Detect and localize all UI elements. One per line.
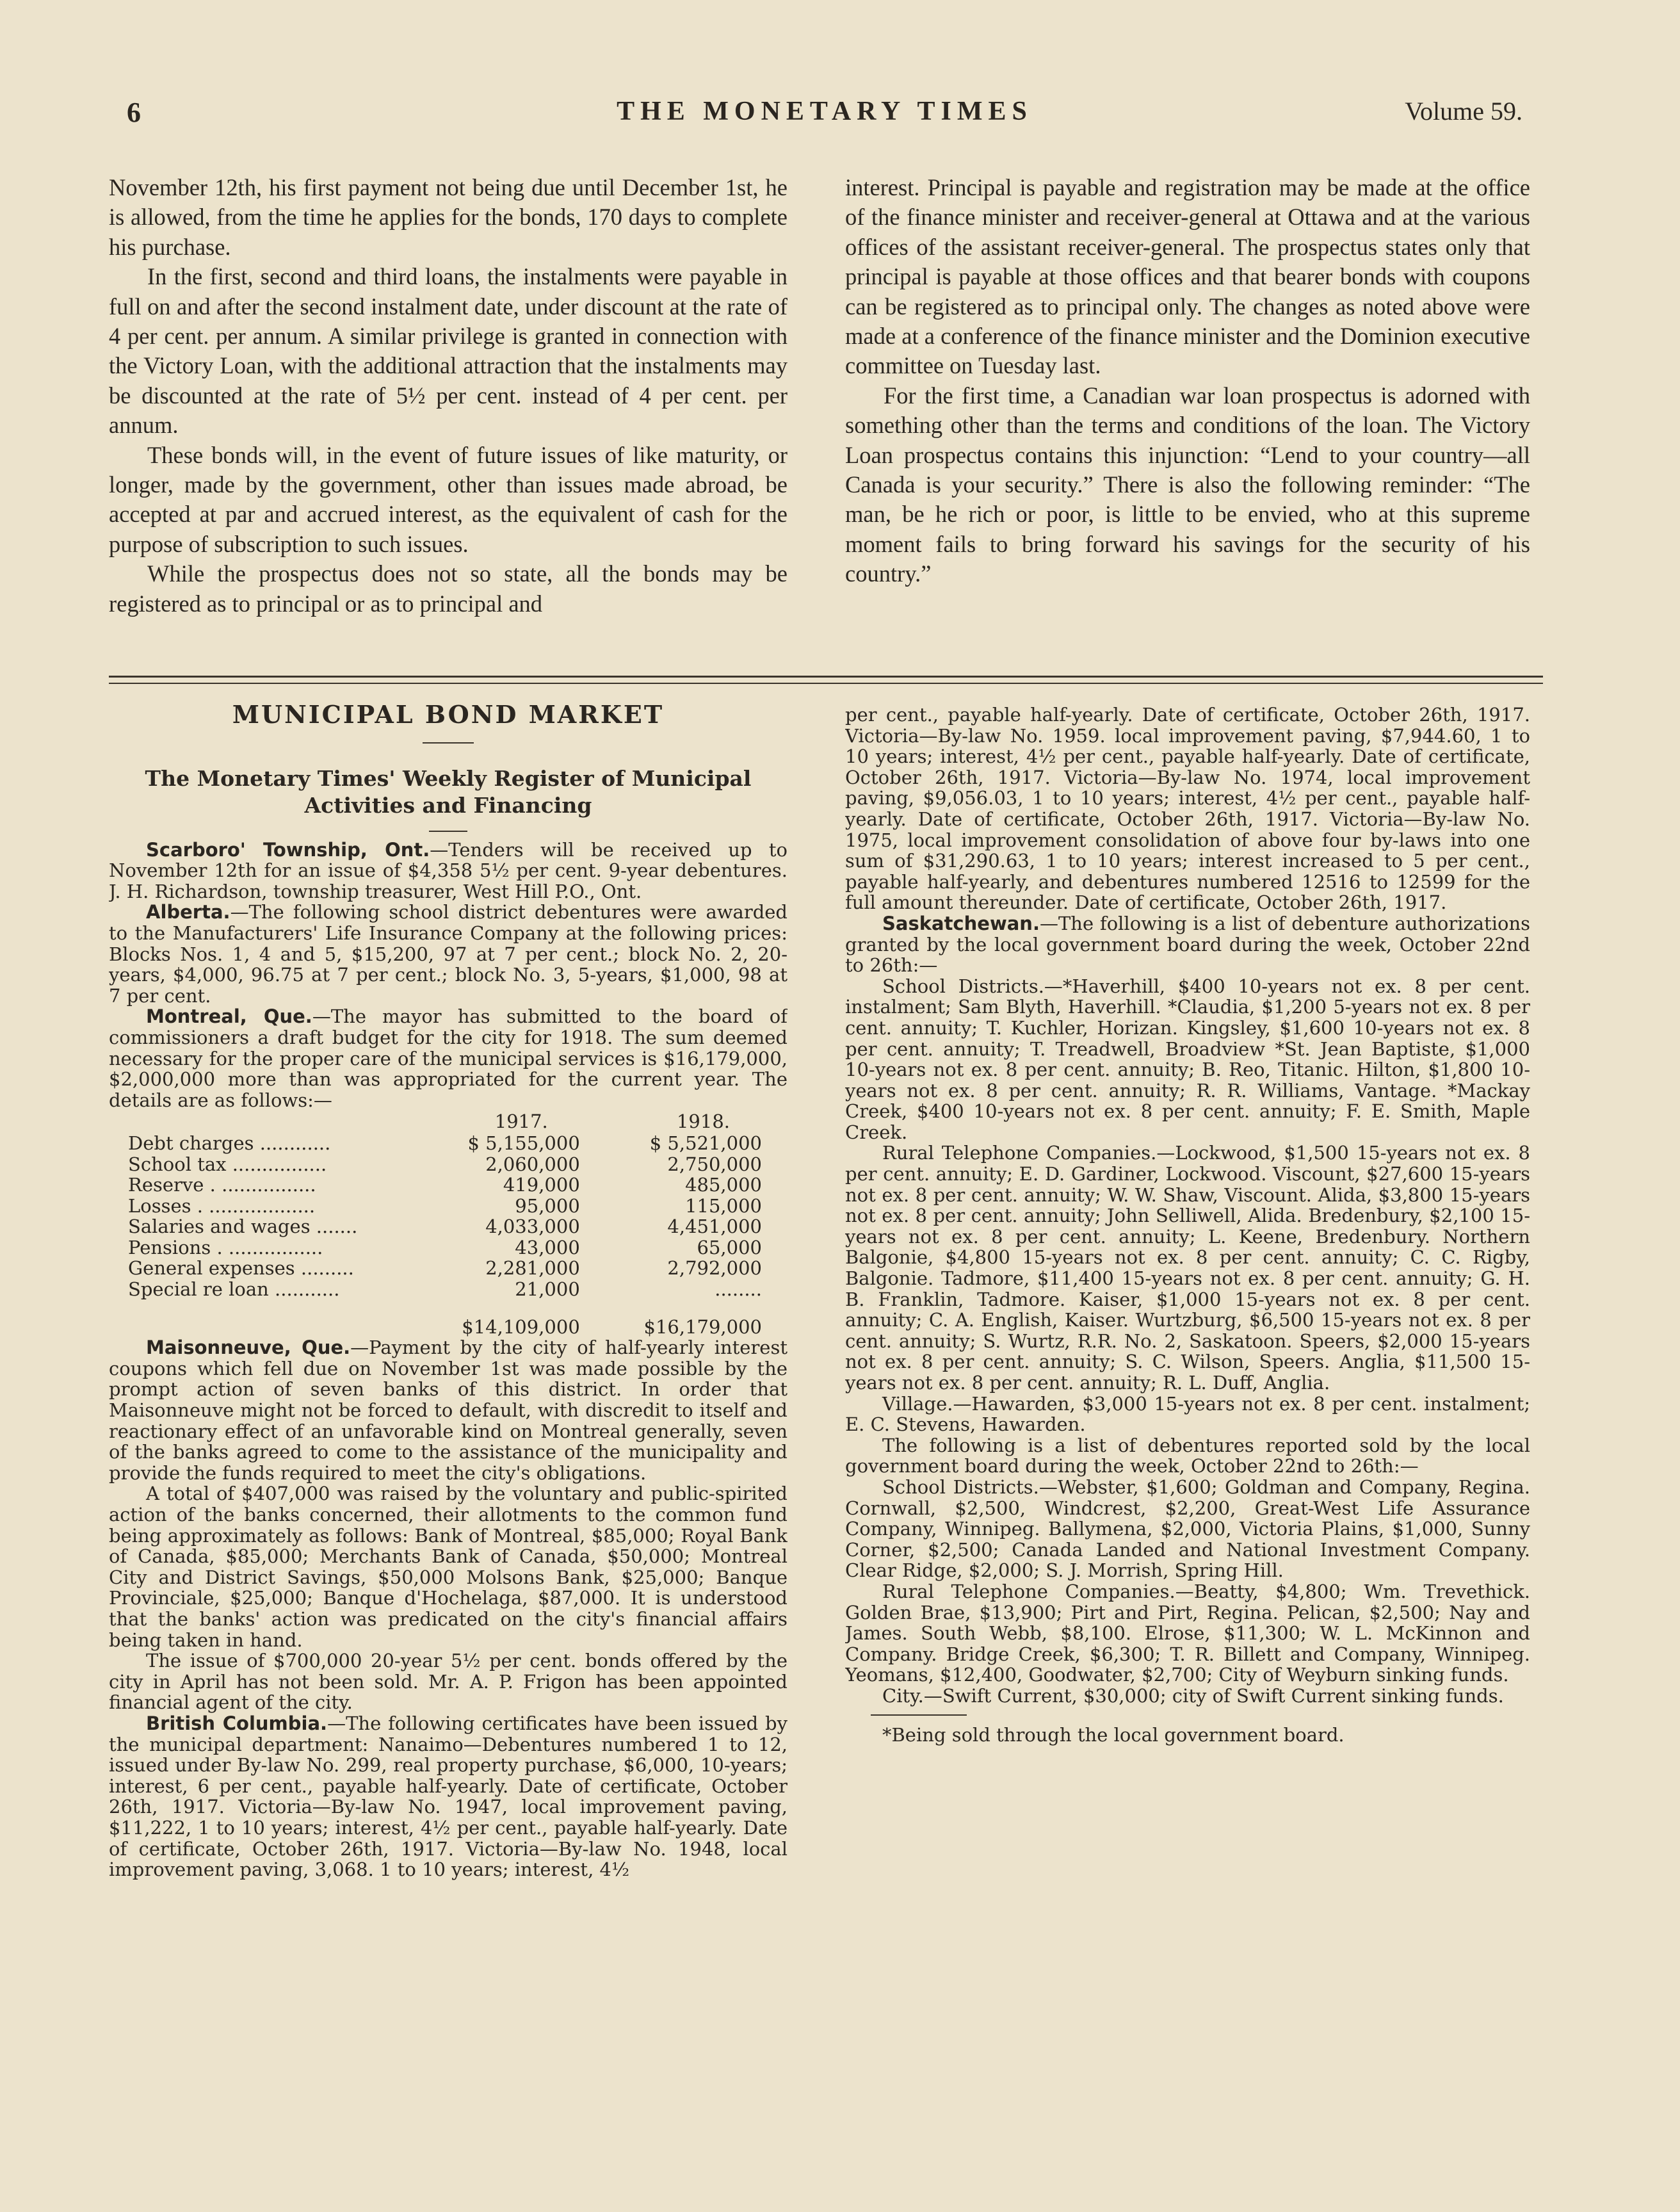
page-number: 6 <box>127 97 141 128</box>
paragraph: In the first, second and third loans, the instalments were payable in full on and after the second instalment date, under discount at the rate of 4 per cent. per annum. A similar privilege is granted in connection with the Victory Loan, with the additional attraction that the instalments may be discounted at the rate of 5½ per cent. instead of 4 per cent. per annum. <box>109 263 788 439</box>
budget-label: Special re loan ........... <box>128 1278 340 1301</box>
budget-label: School tax ................ <box>128 1153 327 1175</box>
top-right-column <box>845 173 1530 672</box>
bottom-left-column <box>109 704 788 2075</box>
paragraph: The following is a list of debentures reported sold by the local government board during the week, October 22nd to 26th:— <box>845 1434 1530 1477</box>
paragraph: While the prospectus does not so state, all the bonds may be registered as to principal or as to principal and <box>109 560 788 617</box>
budget-value-1917: 95,000 <box>515 1194 580 1217</box>
budget-value-1918: 485,000 <box>685 1174 762 1196</box>
section-divider <box>109 683 1543 684</box>
bottom-right-column <box>845 704 1530 2101</box>
budget-row <box>109 1216 788 1237</box>
item-maisonneuve <box>109 1337 788 1483</box>
paragraph: November 12th, his first payment not being due until December 1st, he is allowed, from the time he applies for the bonds, 170 days to complete his purchase. <box>109 174 788 260</box>
top-left-column <box>109 173 788 672</box>
budget-label: Losses . .................. <box>128 1194 316 1217</box>
paragraph: These bonds will, in the event of future issues of like maturity, or longer, made by the government, other than issues made abroad, be accepted at par and accrued interest, as the equivalent of cash for the purpose of subscription to such issues. <box>109 441 788 557</box>
budget-table <box>109 1110 788 1337</box>
footnote-rule <box>871 1714 967 1716</box>
budget-label: Salaries and wages ....... <box>128 1216 358 1238</box>
budget-row <box>109 1133 788 1154</box>
place-heading: British Columbia. <box>146 1712 328 1734</box>
budget-row <box>109 1279 788 1300</box>
place-heading: Saskatchewan. <box>882 912 1040 934</box>
item-scarboro <box>109 840 788 902</box>
paragraph: A total of $407,000 was raised by the voluntary and public-spirited action of the banks concerned, their allotments to the common fund being approximately as follows: Bank of Montreal, $85,000; Royal Bank of Canada, $85,000; Merchants Bank of Canada, $50,000; Montreal City and District Savings, $50,000 Molsons Bank, $25,000; Banque Provinciale, $25,000; Banque d'Hochelaga, $87,000. It is understood that the banks' action was predicated on the city's financial affairs being taken in hand. <box>109 1483 788 1651</box>
budget-value-1918: 2,792,000 <box>667 1257 762 1280</box>
budget-value-1917: 2,060,000 <box>485 1153 580 1175</box>
item-text: —The mayor has submitted to the board of commissioners a draft budget for the city for 1918. The sum deemed necessary for the proper care of the municipal services is $16,179,000, $2,000,000 more than was appropriated for the current year. The details are as follows:— <box>109 1005 788 1111</box>
item-text: —The following school district debentures were awarded to the Manufacturers' Life Insurance Company at the following prices: Blocks Nos. 1, 4 and 5, $15,200, 97 at 7 per cent.; block No. 2, 20-years, $4,000, 96.75 at 7 per cent.; block No. 3, 5-years, $1,000, 98 at 7 per cent. <box>109 901 788 1007</box>
budget-value-1917: 43,000 <box>515 1236 580 1258</box>
budget-label: Reserve . ................ <box>128 1174 316 1196</box>
section-subtitle: The Monetary Times' Weekly Register of Municipal Activities and Financing <box>145 765 752 818</box>
budget-value-1918: $ 5,521,000 <box>649 1132 762 1154</box>
budget-label: General expenses ......... <box>128 1257 354 1280</box>
budget-value-1917: 4,033,000 <box>485 1216 580 1238</box>
budget-label: Pensions . ................ <box>128 1236 323 1258</box>
place-heading: Maisonneuve, Que. <box>146 1337 351 1359</box>
item-text: —Tenders will be received up to November 12th for an issue of $4,358 5½ per cent. 9-year debentures. J. H. Richardson, township treasurer, West Hill P.O., Ont. <box>109 838 788 902</box>
paragraph: per cent., payable half-yearly. Date of certificate, October 26th, 1917. Victoria—By-law No. 1959. local improvement paving, $7,944.60, 1 to 10 years; interest, 4½ per cent., payable half-yearly. Date of certificate, October 26th, 1917. Victoria—By-law No. 1974, local improvement paving, $9,056.03, 1 to 10 years; interest, 4½ per cent., payable half-yearly. Date of certificate, October 26th, 1917. Victoria—By-law No. 1975, local improvement consolidation of above four by-laws into one sum of $31,290.63, 1 to 10 years; interest increased to 5 per cent., payable half-yearly, and debentures numbered 12516 to 12599 for the full amount thereunder. Date of certificate, October 26th, 1917. <box>845 704 1530 914</box>
budget-total-row <box>109 1300 788 1338</box>
footnote: *Being sold through the local government board. <box>882 1723 1345 1746</box>
budget-row <box>109 1154 788 1175</box>
item-british-columbia <box>109 1713 788 1880</box>
volume-label: Volume 59. <box>1405 97 1522 126</box>
paragraph: City.—Swift Current, $30,000; city of Swift Current sinking funds. <box>882 1684 1504 1707</box>
budget-value-1918: 4,451,000 <box>667 1216 762 1238</box>
item-saskatchewan <box>845 913 1530 976</box>
item-text: —The following certificates have been issued by the municipal department: Nanaimo—Debentures numbered 1 to 12, issued under By-law No. 299, real property purchase, $6,000, 10-years; interest, 6 per cent., payable half-yearly. Date of certificate, October 26th, 1917. Victoria—By-law No. 1947, local improvement paving, $11,222, 1 to 10 years; interest, 4½ per cent., payable half-yearly. Date of certificate, October 26th, 1917. Victoria—By-law No. 1948, local improvement paving, 3,068. 1 to 10 years; interest, 4½ <box>109 1712 788 1881</box>
section-title: MUNICIPAL BOND MARKET <box>232 704 665 729</box>
page-header <box>127 96 1522 141</box>
budget-col-1917: 1917. <box>494 1110 548 1133</box>
budget-total-1917: $14,109,000 <box>462 1315 580 1338</box>
budget-value-1917: 2,281,000 <box>485 1257 580 1280</box>
budget-value-1918: 2,750,000 <box>667 1153 762 1175</box>
place-heading: Montreal, Que. <box>146 1005 312 1028</box>
paragraph: The issue of $700,000 20-year 5½ per cent. bonds offered by the city in April has not been sold. Mr. A. P. Frigon has been appointed financial agent of the city. <box>109 1650 788 1714</box>
item-text: —Payment by the city of half-yearly interest coupons which fell due on November 1st was made possible by the prompt action of seven banks of this district. In order that Maisonneuve might not be forced to default, with discredit to itself and reactionary effect of an unfavorable kind on Montreal generally, seven of the banks agreed to come to the assistance of the municipality and provide the funds required to meet the city's obligations. <box>109 1337 788 1484</box>
place-heading: Scarboro' Township, Ont. <box>146 838 430 861</box>
budget-row <box>109 1237 788 1258</box>
paragraph: Rural Telephone Companies.—Lockwood, $1,500 15-years not ex. 8 per cent. annuity; E. D. Gardiner, Lockwood. Viscount, $27,600 15-years not ex. 8 per cent. annuity; W. W. Shaw, Viscount. Alida, $3,800 15-years not ex. 8 per cent. annuity; John Selliwell, Alida. Bredenbury, $2,100 15-years not ex. 8 per cent. annuity; L. Keene, Bredenbury. Northern Balgonie, $4,800 15-years not ex. 8 per cent. annuity; C. C. Rigby, Balgonie. Tadmore, $11,400 15-years not ex. 8 per cent. annuity; G. H. B. Franklin, Tadmore. Kaiser, $1,000 15-years not ex. 8 per cent. annuity; C. A. English, Kaiser. Wurtzburg, $6,500 15-years not ex. 8 per cent. annuity; S. Wurtz, R.R. No. 2, Saskatoon. Speers, $2,000 15-years not ex. 8 per cent. annuity; S. C. Wilson, Speers. Anglia, $11,500 15-years not ex. 8 per cent. annuity; R. L. Duff, Anglia. <box>845 1142 1530 1394</box>
budget-value-1917: 21,000 <box>515 1278 580 1301</box>
budget-header-row <box>109 1110 788 1133</box>
budget-value-1918: ........ <box>715 1278 762 1301</box>
paragraph: interest. Principal is payable and registration may be made at the office of the finance minister and receiver-general at Ottawa and at the various offices of the assistant receiver-general. The prospectus states only that principal is payable at those offices and that bearer bonds with coupons can be registered as to principal only. The changes as noted above were made at a conference of the finance minister and the Dominion executive committee on Tuesday last. <box>845 174 1530 379</box>
budget-row <box>109 1196 788 1217</box>
paragraph: For the first time, a Canadian war loan prospectus is adorned with something other than the terms and conditions of the loan. The Victory Loan prospectus contains this injunction: “Lend to your country—all Canada is your security.” There is also the following reminder: “The man, be he rich or poor, is little to be envied, who at this supreme moment fails to bring forward his savings for the security of his country.” <box>845 382 1530 587</box>
budget-col-1918: 1918. <box>676 1110 730 1133</box>
paragraph: Rural Telephone Companies.—Beatty, $4,800; Wm. Trevethick. Golden Brae, $13,900; Pirt and Pirt, Regina. Pelican, $2,500; Nay and James. South Webb, $8,100. Elrose, $11,300; W. L. McKinnon and Company. Bridge Creek, $6,300; T. R. Billett and Company, Winnipeg. Yeomans, $12,400, Goodwater, $2,700; City of Weyburn sinking funds. <box>845 1580 1530 1686</box>
item-alberta <box>109 902 788 1006</box>
paragraph: School Districts.—Webster, $1,600; Goldman and Company, Regina. Cornwall, $2,500, Windcrest, $2,200, Great-West Life Assurance Company, Winnipeg. Ballymena, $2,000, Victoria Plains, $1,000, Sunny Corner, $2,500; Canada Landed and National Investment Company. Clear Ridge, $2,000; S. J. Morrish, Spring Hill. <box>845 1476 1530 1582</box>
title-rule <box>423 742 474 744</box>
masthead: THE MONETARY TIMES <box>617 97 1033 126</box>
subtitle-rule <box>429 831 467 832</box>
budget-row <box>109 1175 788 1196</box>
paragraph: Village.—Hawarden, $3,000 15-years not ex. 8 per cent. instalment; E. C. Stevens, Hawarden. <box>845 1392 1530 1436</box>
budget-value-1917: $ 5,155,000 <box>467 1132 580 1154</box>
item-montreal <box>109 1006 788 1110</box>
budget-total-1918: $16,179,000 <box>643 1315 762 1338</box>
place-heading: Alberta. <box>146 901 230 923</box>
budget-value-1918: 65,000 <box>697 1236 762 1258</box>
section-divider <box>109 676 1543 678</box>
budget-label: Debt charges ............ <box>128 1132 331 1154</box>
budget-row <box>109 1258 788 1279</box>
item-text: —The following is a list of debenture authorizations granted by the local government board during the week, October 22nd to 26th:— <box>845 912 1530 977</box>
budget-value-1918: 115,000 <box>685 1194 762 1217</box>
budget-value-1917: 419,000 <box>503 1174 580 1196</box>
paragraph: School Districts.—*Haverhill, $400 10-years not ex. 8 per cent. instalment; Sam Blyth, Haverhill. *Claudia, $1,200 5-years not ex. 8 per cent. annuity; T. Kuchler, Horizan. Kingsley, $1,600 10-years not ex. 8 per cent. annuity; T. Treadwell, Broadview *St. Jean Baptiste, $1,000 10-years not ex. 8 per cent. annuity; B. Reo, Titanic. Hilton, $1,800 10-years not ex. 8 per cent. annuity; R. R. Williams, Vantage. *Mackay Creek, $400 10-years not ex. 8 per cent. annuity; F. E. Smith, Maple Creek. <box>845 975 1530 1143</box>
